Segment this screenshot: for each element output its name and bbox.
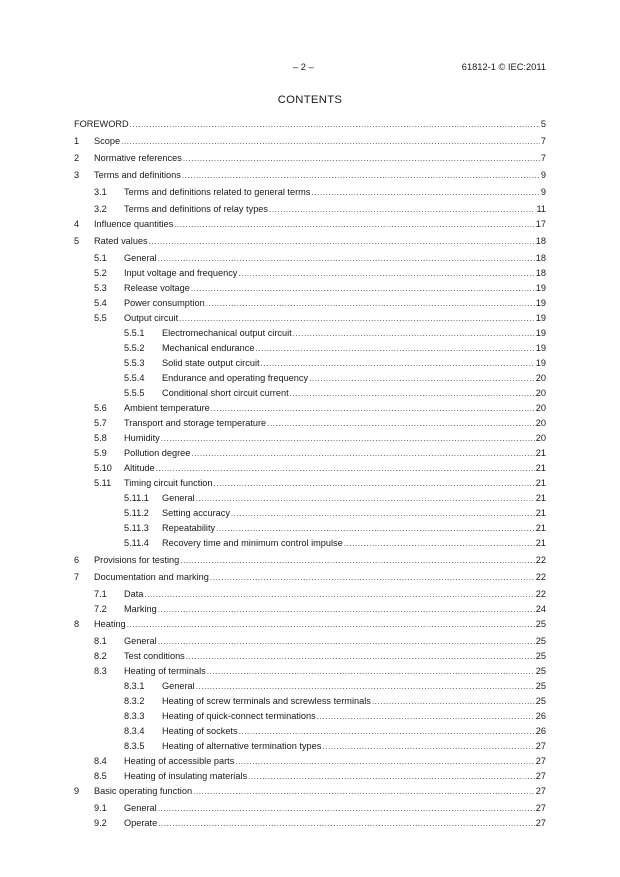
toc-entry-page: 19: [535, 283, 546, 293]
dot-leader: [269, 204, 535, 216]
toc-entry-page: 20: [535, 388, 546, 398]
toc-entry-page: 26: [535, 726, 546, 736]
toc-entry-number: 5.5.4: [124, 373, 145, 383]
toc-entry-page: 27: [535, 803, 546, 813]
toc-entry-page: 25: [535, 651, 546, 661]
toc-entry-title: Terms and definitions of relay types: [124, 204, 269, 214]
toc-entry-page: 25: [535, 696, 546, 706]
toc-entry-number: 5.9: [94, 448, 107, 458]
dot-leader: [191, 448, 534, 460]
toc-entry-title: General: [162, 493, 195, 503]
toc-entry-page: 22: [535, 572, 546, 582]
toc-entry-number: 5.11.4: [124, 538, 149, 548]
dot-leader: [207, 666, 535, 678]
toc-entry-number: 5: [74, 236, 80, 246]
toc-entry-title: Power consumption: [124, 298, 205, 308]
toc-entry-title: Rated values: [94, 236, 148, 246]
toc-entry-page: 20: [535, 373, 546, 383]
dot-leader: [231, 508, 535, 520]
toc-entry-page: 25: [535, 681, 546, 691]
toc-entry-title: Heating of terminals: [124, 666, 206, 676]
dot-leader: [183, 153, 540, 165]
toc-entry-number: 8.3.2: [124, 696, 145, 706]
toc-entry-title: Altitude: [124, 463, 155, 473]
toc-entry-title: General: [124, 803, 157, 813]
toc-entry-page: 20: [535, 403, 546, 413]
toc-entry[interactable]: [74, 522, 546, 534]
toc-entry-title: Release voltage: [124, 283, 190, 293]
toc-entry-page: 17: [535, 219, 546, 229]
dot-leader: [180, 555, 534, 567]
toc-entry-title: Output circuit: [124, 313, 179, 323]
toc-entry-number: 5.5.2: [124, 343, 145, 353]
toc-entry[interactable]: [74, 507, 546, 519]
toc-entry-number: 3.1: [94, 187, 107, 197]
dot-leader: [158, 803, 535, 815]
toc-entry[interactable]: [74, 447, 546, 459]
toc-entry-number: 5.7: [94, 418, 107, 428]
page-number: – 2 –: [293, 62, 314, 72]
toc-entry-page: 22: [535, 555, 546, 565]
dot-leader: [193, 786, 535, 798]
toc-entry-number: 6: [74, 555, 80, 565]
toc-entry-number: 8.5: [94, 771, 107, 781]
toc-entry-title: Normative references: [94, 153, 182, 163]
dot-leader: [179, 313, 535, 325]
dot-leader: [239, 726, 535, 738]
toc-entry-title: Heating of sockets: [162, 726, 238, 736]
toc-entry-title: Input voltage and frequency: [124, 268, 238, 278]
dot-leader: [317, 711, 535, 723]
toc-entry[interactable]: [74, 342, 546, 354]
toc-entry-title: Scope: [94, 136, 121, 146]
toc-entry[interactable]: [74, 169, 546, 181]
toc-entry-title: Heating of screw terminals and screwless terminals: [162, 696, 371, 706]
toc-entry[interactable]: [74, 252, 546, 264]
toc-entry-page: 24: [535, 604, 546, 614]
dot-leader: [121, 136, 540, 148]
toc-entry[interactable]: [74, 402, 546, 414]
dot-leader: [182, 170, 540, 182]
toc-entry-title: General: [162, 681, 195, 691]
toc-entry-title: Timing circuit function: [124, 478, 213, 488]
toc-entry-title: Electromechanical output circuit: [162, 328, 292, 338]
toc-entry-number: 7: [74, 572, 80, 582]
toc-entry-number: 5.11.1: [124, 493, 149, 503]
toc-entry-title: Provisions for testing: [94, 555, 180, 565]
dot-leader: [127, 619, 535, 631]
toc-entry-number: 5.5.1: [124, 328, 145, 338]
toc-entry-title: Solid state output circuit: [162, 358, 260, 368]
dot-leader: [235, 756, 534, 768]
toc-entry-title: Influence quantities: [94, 219, 174, 229]
dot-leader: [293, 328, 535, 340]
toc-entry-page: 9: [540, 187, 546, 197]
dot-leader: [261, 358, 535, 370]
toc-entry-page: 21: [535, 463, 546, 473]
toc-entry-number: 8.3.3: [124, 711, 145, 721]
toc-entry-page: 19: [535, 298, 546, 308]
toc-entry-page: 20: [535, 418, 546, 428]
toc-entry[interactable]: [74, 312, 546, 324]
toc-entry-number: 8.2: [94, 651, 107, 661]
contents-heading: CONTENTS: [277, 94, 343, 106]
toc-entry-number: 2: [74, 153, 80, 163]
toc-entry-number: 8.3.4: [124, 726, 145, 736]
toc-entry-page: 18: [535, 268, 546, 278]
toc-entry-title: FOREWORD: [74, 119, 129, 129]
toc-entry-number: 8.3.1: [124, 681, 145, 691]
toc-entry[interactable]: [74, 267, 546, 279]
toc-entry-number: 5.4: [94, 298, 107, 308]
toc-entry-number: 4: [74, 219, 80, 229]
dot-leader: [210, 572, 535, 584]
toc-entry-number: 8.3: [94, 666, 107, 676]
dot-leader: [311, 187, 539, 199]
toc-entry-page: 21: [535, 493, 546, 503]
dot-leader: [255, 343, 534, 355]
toc-entry-page: 25: [535, 619, 546, 629]
toc-entry-page: 27: [535, 786, 546, 796]
toc-entry-title: Documentation and marking: [94, 572, 209, 582]
toc-entry[interactable]: [74, 755, 546, 767]
toc-entry-page: 19: [535, 313, 546, 323]
toc-entry-title: Repeatability: [162, 523, 216, 533]
toc-entry-page: 18: [535, 236, 546, 246]
toc-entry-page: 27: [535, 771, 546, 781]
toc-entry-number: 5.5.3: [124, 358, 145, 368]
toc-entry[interactable]: [74, 710, 546, 722]
toc-entry-page: 21: [535, 478, 546, 488]
toc-entry-title: Heating of quick-connect terminations: [162, 711, 316, 721]
toc-entry-page: 21: [535, 523, 546, 533]
toc-entry-page: 25: [535, 636, 546, 646]
dot-leader: [158, 253, 535, 265]
toc-entry-title: Humidity: [124, 433, 160, 443]
toc-entry[interactable]: [74, 588, 546, 600]
toc-entry[interactable]: [74, 218, 546, 230]
toc-entry-number: 7.2: [94, 604, 107, 614]
toc-entry[interactable]: [74, 770, 546, 782]
toc-entry[interactable]: [74, 695, 546, 707]
toc-entry-page: 21: [535, 508, 546, 518]
toc-entry[interactable]: [74, 235, 546, 247]
dot-leader: [322, 741, 534, 753]
toc-entry-number: 5.5: [94, 313, 107, 323]
dot-leader: [344, 538, 535, 550]
toc-entry-number: 5.2: [94, 268, 107, 278]
toc-entry-title: Basic operating function: [94, 786, 193, 796]
toc-entry-title: Ambient temperature: [124, 403, 210, 413]
toc-entry-number: 5.11.3: [124, 523, 149, 533]
toc-entry[interactable]: [74, 785, 546, 797]
dot-leader: [161, 433, 535, 445]
toc-entry[interactable]: [74, 462, 546, 474]
toc-entry-number: 5.5.5: [124, 388, 145, 398]
toc-entry-title: Recovery time and minimum control impulse: [162, 538, 343, 548]
toc-entry-title: General: [124, 636, 157, 646]
toc-entry-number: 8.4: [94, 756, 107, 766]
toc-entry-number: 8.3.5: [124, 741, 145, 751]
toc-entry[interactable]: [74, 554, 546, 566]
toc-entry[interactable]: [74, 372, 546, 384]
dot-leader: [309, 373, 535, 385]
dot-leader: [206, 298, 535, 310]
page-header: [0, 62, 620, 76]
toc-entry-title: Mechanical endurance: [162, 343, 255, 353]
dot-leader: [372, 696, 535, 708]
toc-entry-page: 19: [535, 328, 546, 338]
toc-entry-page: 20: [535, 433, 546, 443]
toc-entry-number: 5.1: [94, 253, 107, 263]
toc-entry-page: 27: [535, 741, 546, 751]
toc-entry-number: 3.2: [94, 204, 107, 214]
toc-entry[interactable]: [74, 650, 546, 662]
toc-entry-title: Operate: [124, 818, 158, 828]
toc-entry-number: 5.10: [94, 463, 112, 473]
toc-entry[interactable]: [74, 618, 546, 630]
toc-entry-page: 19: [535, 358, 546, 368]
toc-entry[interactable]: [74, 203, 546, 215]
toc-entry-title: Terms and definitions related to general terms: [124, 187, 311, 197]
toc-entry[interactable]: [74, 817, 546, 829]
toc-entry[interactable]: [74, 740, 546, 752]
toc-entry-number: 9.1: [94, 803, 107, 813]
toc-entry-number: 5.11.2: [124, 508, 149, 518]
dot-leader: [211, 403, 535, 415]
toc-entry-number: 5.11: [94, 478, 112, 488]
toc-entry-number: 5.8: [94, 433, 107, 443]
toc-entry-title: Heating: [94, 619, 126, 629]
dot-leader: [248, 771, 535, 783]
toc-entry[interactable]: [74, 152, 546, 164]
toc-entry-page: 27: [535, 818, 546, 828]
standard-reference: 61812-1 © IEC:2011: [461, 62, 546, 72]
dot-leader: [214, 478, 535, 490]
toc-entry-number: 9.2: [94, 818, 107, 828]
toc-entry[interactable]: [74, 118, 546, 130]
toc-entry-page: 18: [535, 253, 546, 263]
toc-entry-title: Heating of alternative termination types: [162, 741, 322, 751]
toc-entry[interactable]: [74, 387, 546, 399]
toc-entry-title: General: [124, 253, 157, 263]
dot-leader: [130, 119, 540, 131]
toc-entry-title: Data: [124, 589, 144, 599]
dot-leader: [174, 219, 535, 231]
dot-leader: [191, 283, 535, 295]
toc-entry-number: 8.1: [94, 636, 107, 646]
dot-leader: [149, 236, 535, 248]
toc-entry-number: 7.1: [94, 589, 107, 599]
toc-entry[interactable]: [74, 571, 546, 583]
toc-entry[interactable]: [74, 282, 546, 294]
toc-entry-page: 21: [535, 448, 546, 458]
toc-entry[interactable]: [74, 297, 546, 309]
toc-entry-page: 11: [536, 204, 546, 214]
dot-leader: [267, 418, 535, 430]
toc-entry[interactable]: [74, 432, 546, 444]
toc-entry[interactable]: [74, 537, 546, 549]
toc-entry[interactable]: [74, 357, 546, 369]
toc-entry[interactable]: [74, 492, 546, 504]
toc-entry-number: 5.6: [94, 403, 107, 413]
toc-entry[interactable]: [74, 327, 546, 339]
toc-entry-title: Heating of accessible parts: [124, 756, 235, 766]
toc-entry-page: 5: [540, 119, 546, 129]
dot-leader: [158, 604, 535, 616]
dot-leader: [196, 493, 535, 505]
toc-entry-page: 7: [540, 136, 546, 146]
dot-leader: [144, 589, 534, 601]
toc-entry[interactable]: [74, 603, 546, 615]
dot-leader: [186, 651, 535, 663]
toc-entry-title: Test conditions: [124, 651, 185, 661]
toc-entry-page: 22: [535, 589, 546, 599]
dot-leader: [196, 681, 535, 693]
toc-entry-page: 19: [535, 343, 546, 353]
dot-leader: [290, 388, 535, 400]
toc-entry-title: Endurance and operating frequency: [162, 373, 309, 383]
toc-entry-number: 8: [74, 619, 80, 629]
toc-entry-number: 9: [74, 786, 80, 796]
toc-entry[interactable]: [74, 635, 546, 647]
dot-leader: [216, 523, 535, 535]
toc-entry-page: 7: [540, 153, 546, 163]
dot-leader: [158, 818, 535, 830]
toc-entry[interactable]: [74, 135, 546, 147]
toc-entry-title: Transport and storage temperature: [124, 418, 267, 428]
toc-entry-title: Setting accuracy: [162, 508, 230, 518]
toc-entry-title: Conditional short circuit current: [162, 388, 289, 398]
toc-entry-number: 5.3: [94, 283, 107, 293]
toc-entry-page: 25: [535, 666, 546, 676]
toc-entry-title: Marking: [124, 604, 157, 614]
toc-entry-page: 9: [540, 170, 546, 180]
toc-entry[interactable]: [74, 477, 546, 489]
dot-leader: [158, 636, 535, 648]
toc-entry[interactable]: [74, 725, 546, 737]
toc-entry-title: Heating of insulating materials: [124, 771, 248, 781]
toc-entry-title: Pollution degree: [124, 448, 191, 458]
toc-entry-page: 26: [535, 711, 546, 721]
toc-entry[interactable]: [74, 802, 546, 814]
dot-leader: [238, 268, 534, 280]
toc-entry-page: 21: [535, 538, 546, 548]
dot-leader: [156, 463, 535, 475]
toc-entry[interactable]: [74, 665, 546, 677]
toc-entry[interactable]: [74, 417, 546, 429]
toc-entry-page: 27: [535, 756, 546, 766]
toc-entry-title: Terms and definitions: [94, 170, 181, 180]
toc-entry[interactable]: [74, 680, 546, 692]
toc-entry-number: 3: [74, 170, 80, 180]
toc-entry-number: 1: [74, 136, 80, 146]
toc-entry[interactable]: [74, 186, 546, 198]
